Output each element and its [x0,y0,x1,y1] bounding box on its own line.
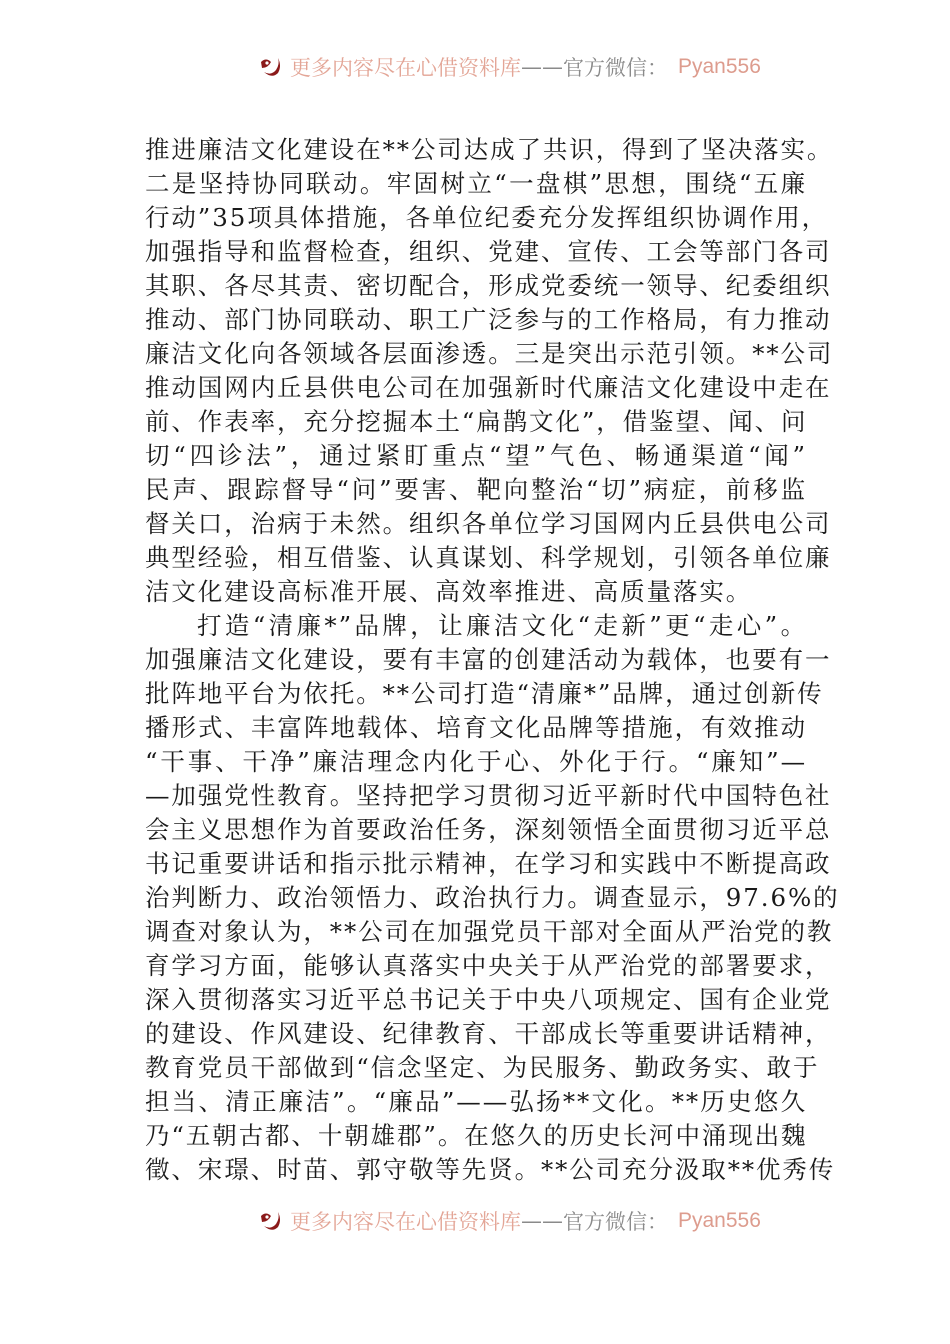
text-line: 切“四诊法”，通过紧盯重点“望”气色、畅通渠道“闻” [145,441,807,470]
text-line: 会主义思想作为首要政治任务，深刻领悟全面贯彻习近平总 [145,815,832,844]
brand-logo-icon [258,54,284,80]
document-body [145,133,840,1187]
text-line: 加强指导和监督检查，组织、党建、宣传、工会等部门各司 [145,237,832,266]
paragraph-end-line: 洁文化建设高标准开展、高效率推进、高质量落实。 [145,577,753,606]
watermark-contact-id: Pyan556 [678,55,761,78]
text-line: “干事、干净”廉洁理念内化于心、外化于行。“廉知”— [145,747,807,776]
text-line: 调查对象认为，**公司在加强党员干部对全面从严治党的教 [145,917,834,946]
text-line: 二是坚持协同联动。牢固树立“一盘棋”思想，围绕“五廉 [145,169,807,198]
text-line: 廉洁文化向各领域各层面渗透。三是突出示范引领。**公司 [145,339,834,368]
text-line: 加强廉洁文化建设，要有丰富的创建活动为载体，也要有一 [145,645,832,674]
text-line: 的建设、作风建设、纪律教育、干部成长等重要讲话精神， [145,1019,832,1048]
text-line: 行动”35项具体措施，各单位纪委充分发挥组织协调作用， [145,203,828,232]
text-line: 教育党员干部做到“信念坚定、为民服务、勤政务实、敢于 [145,1053,820,1082]
watermark-separator: —— [521,1209,563,1233]
text-line: 督关口，治病于未然。组织各单位学习国网内丘县供电公司 [145,509,832,538]
brand-logo-icon [258,1208,284,1234]
header-watermark [258,52,761,82]
text-line: 民声、跟踪督导“问”要害、靶向整治“切”病症，前移监 [145,475,807,504]
text-line: 播形式、丰富阵地载体、培育文化品牌等措施，有效推动 [145,713,807,742]
watermark-site-text: 更多内容尽在心借资料库 [290,1210,521,1234]
text-line: 推动、部门协同联动、职工广泛参与的工作格局，有力推动 [145,305,832,334]
watermark-separator: —— [521,55,563,79]
watermark-contact-id: Pyan556 [678,1209,761,1232]
footer-watermark [258,1206,761,1236]
text-line: 书记重要讲话和指示批示精神，在学习和实践中不断提高政 [145,849,832,878]
paragraph-heading-line: 打造“清廉*”品牌，让廉洁文化“走新”更“走心”。 [197,611,807,640]
text-line: 乃“五朝古都、十朝雄郡”。在悠久的历史长河中涌现出魏 [145,1121,808,1150]
text-line: 担当、清正廉洁”。“廉品”——弘扬**文化。**历史悠久 [145,1087,807,1116]
text-line: 徵、宋璟、时苗、郭守敬等先贤。**公司充分汲取**优秀传 [145,1155,836,1184]
text-line: 批阵地平台为依托。**公司打造“清廉*”品牌，通过创新传 [145,679,824,708]
text-line: 典型经验，相互借鉴、认真谋划、科学规划，引领各单位廉 [145,543,832,572]
watermark-site-text: 更多内容尽在心借资料库 [290,56,521,80]
text-line: 其职、各尽其责、密切配合，形成党委统一领导、纪委组织 [145,271,832,300]
text-line: 推进廉洁文化建设在**公司达成了共识，得到了坚决落实。 [145,135,834,164]
text-line: 育学习方面，能够认真落实中央关于从严治党的部署要求， [145,951,832,980]
text-line: —加强党性教育。坚持把学习贯彻习近平新时代中国特色社 [145,781,832,810]
text-line: 推动国网内丘县供电公司在加强新时代廉洁文化建设中走在 [145,373,832,402]
watermark-contact-label: 官方微信： [563,1210,668,1234]
watermark-contact-label: 官方微信： [563,56,668,80]
text-line: 前、作表率，充分挖掘本土“扁鹊文化”，借鉴望、闻、问 [145,407,808,436]
text-line: 深入贯彻落实习近平总书记关于中央八项规定、国有企业党 [145,985,832,1014]
text-line: 治判断力、政治领悟力、政治执行力。调查显示，97.6%的 [145,883,840,912]
